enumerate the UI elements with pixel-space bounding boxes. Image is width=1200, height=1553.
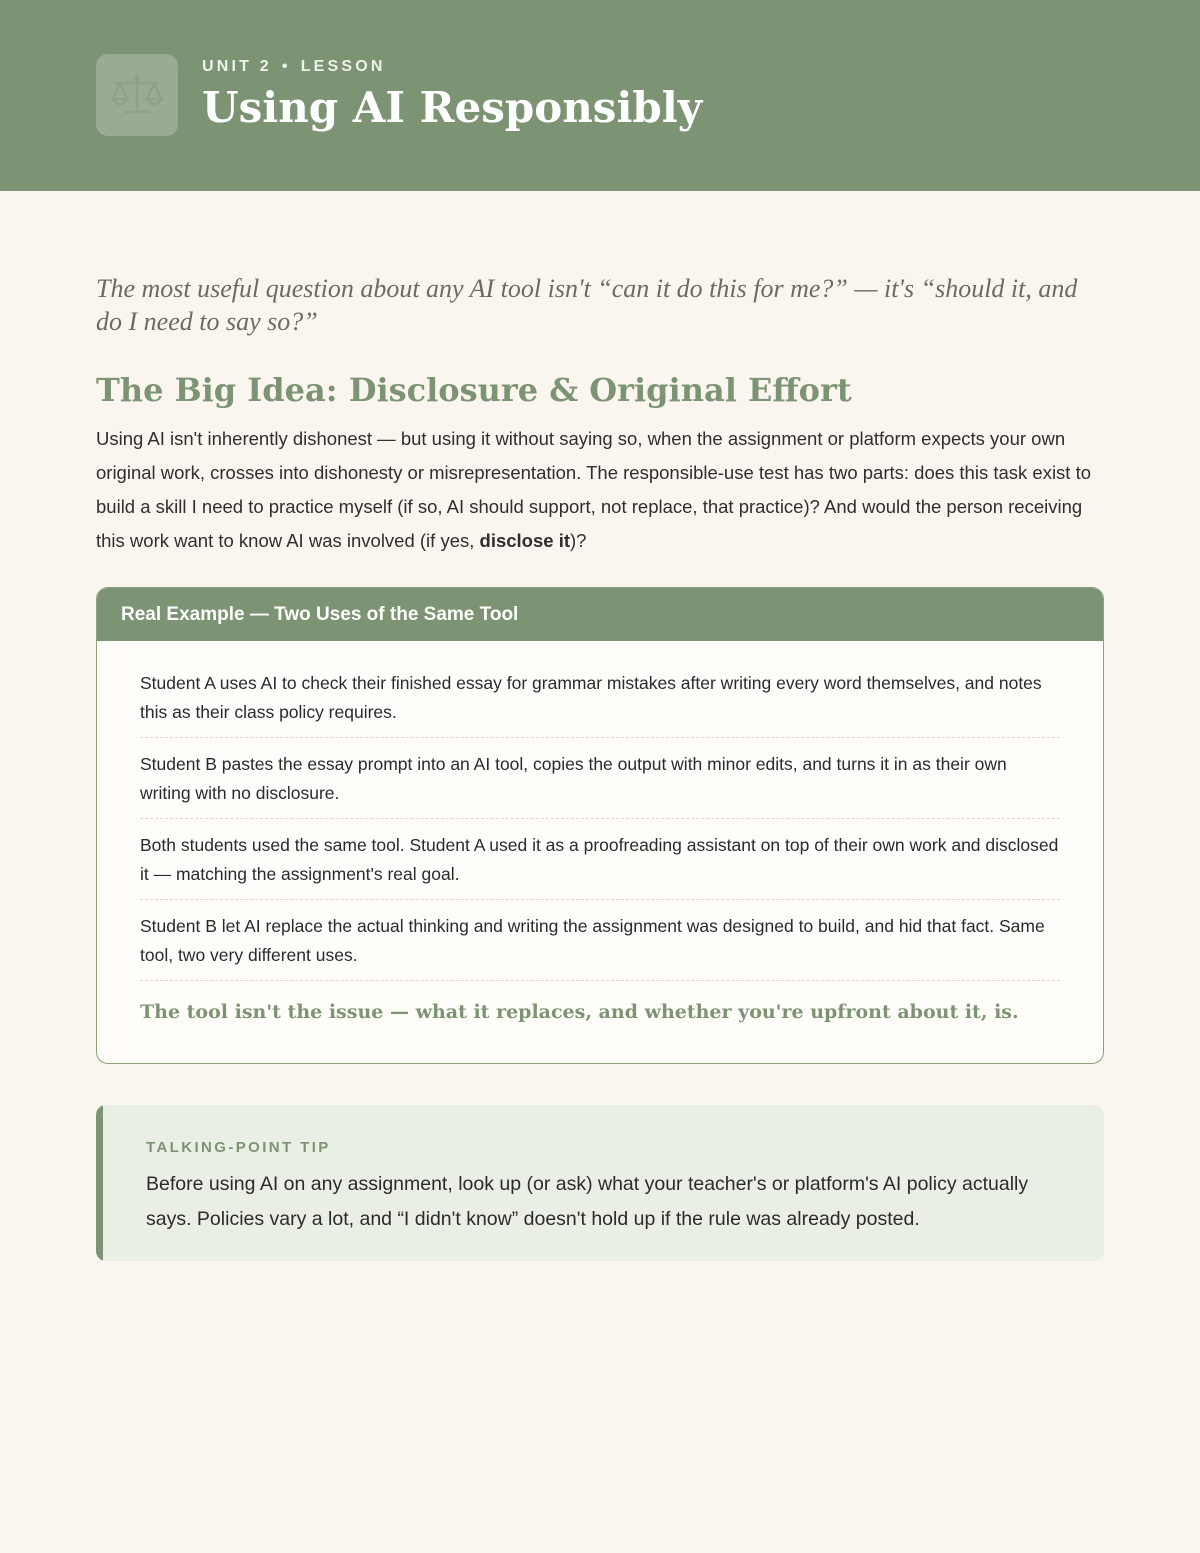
page-title: Using AI Responsibly <box>202 83 703 132</box>
big-idea-body <box>96 422 1106 558</box>
big-idea-body-end: )? <box>570 530 587 551</box>
big-idea-heading: The Big Idea: Disclosure & Original Effort <box>96 371 852 409</box>
example-list <box>97 641 1103 981</box>
pull-quote: The most useful question about any AI tool isn't “can it do this for me?” — it's “should it, and do I need to say so?” <box>96 274 1078 336</box>
tip-accent-bar <box>96 1105 103 1261</box>
example-item: Both students used the same tool. Student A used it as a proofreading assistant on top of their own work and disclosed it — matching the assignment's real goal. <box>140 819 1060 900</box>
eyebrow-separator: • <box>281 58 291 75</box>
lesson-eyebrow <box>202 58 386 76</box>
tip-label: TALKING-POINT TIP <box>146 1139 331 1156</box>
talking-point-tip <box>96 1105 1104 1261</box>
example-item: Student B let AI replace the actual thinking and writing the assignment was designed to build, and hid that fact. Same tool, two very different uses. <box>140 900 1060 981</box>
unit-label: UNIT 2 <box>202 58 272 75</box>
example-takeaway: The tool isn't the issue — what it replaces, and whether you're upfront about it, is. <box>140 1001 1019 1023</box>
lesson-kind-label: LESSON <box>300 58 386 75</box>
lesson-header <box>0 0 1200 191</box>
lesson-icon-tile <box>96 54 178 136</box>
real-example-heading: Real Example — Two Uses of the Same Tool <box>97 588 1103 641</box>
disclose-emphasis: disclose it <box>479 530 570 551</box>
example-item: Student B pastes the essay prompt into an AI tool, copies the output with minor edits, and turns it in as their own writing with no disclosure. <box>140 738 1060 819</box>
example-item: Student A uses AI to check their finished essay for grammar mistakes after writing every word themselves, and notes this as their class policy requires. <box>140 669 1060 738</box>
real-example-card <box>96 587 1104 1064</box>
tip-text: Before using AI on any assignment, look up (or ask) what your teacher's or platform's AI policy actually says. Policies vary a lot, and “I didn't know” doesn't hold up if the rule was already posted. <box>146 1173 1029 1230</box>
scale-icon <box>108 72 166 118</box>
big-idea-body-text: Using AI isn't inherently dishonest — but using it without saying so, when the assignment or platform expects your own original work, crosses into dishonesty or misrepresentation. The responsible-use test has two parts: does this task exist to build a skill I need to practice myself (if so, AI should support, not replace, that practice)? And would the person receiving this work want to know AI was involved (if yes, <box>96 428 1092 551</box>
